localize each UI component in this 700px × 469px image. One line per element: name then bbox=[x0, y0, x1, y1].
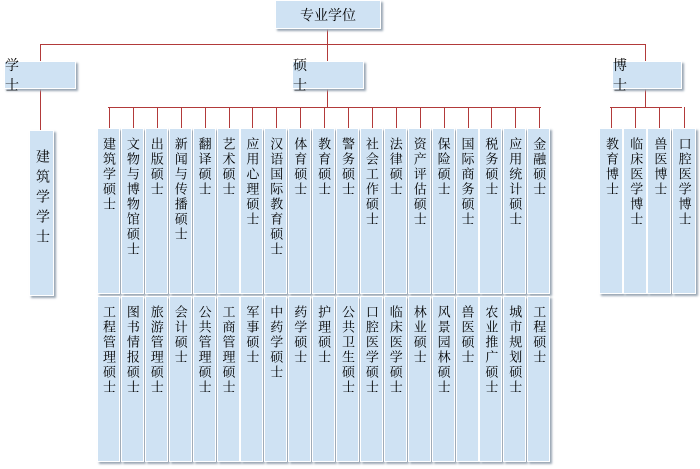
master-degree-box bbox=[360, 296, 383, 462]
master-degree-label: 法律硕士 bbox=[386, 137, 402, 197]
master-degree-connector bbox=[348, 107, 349, 128]
bachelor-node bbox=[4, 58, 76, 94]
bachelor-degree-label: 建筑学学士 bbox=[34, 149, 50, 249]
master-degree-connector bbox=[372, 107, 373, 128]
master-degree-box bbox=[240, 296, 263, 462]
master-degree-label: 工程硕士 bbox=[530, 305, 546, 365]
doctor-degree-label: 口腔医学博士 bbox=[675, 137, 691, 227]
master-degree-box bbox=[384, 128, 407, 294]
master-degree-label: 体育硕士 bbox=[291, 137, 307, 197]
master-degree-connector bbox=[109, 107, 110, 128]
doctor-degree-box bbox=[647, 128, 671, 294]
connector-root-down bbox=[327, 28, 328, 45]
master-degree-box bbox=[288, 296, 311, 462]
master-degree-box bbox=[121, 128, 144, 294]
master-degree-box bbox=[169, 128, 192, 294]
master-label: 硕 士 bbox=[293, 58, 321, 94]
master-degree-connector bbox=[181, 107, 182, 128]
master-degree-connector bbox=[229, 107, 230, 128]
master-degree-box bbox=[503, 296, 526, 462]
master-degree-box bbox=[145, 296, 168, 462]
master-degree-label: 口腔医学硕士 bbox=[362, 305, 378, 395]
master-degree-label: 金融硕士 bbox=[530, 137, 546, 197]
master-degree-box bbox=[479, 296, 502, 462]
master-degree-box bbox=[479, 128, 502, 294]
doctor-degree-connector bbox=[611, 107, 612, 128]
master-degree-label: 资产评估硕士 bbox=[410, 137, 426, 227]
doctor-degree-label: 临床医学博士 bbox=[627, 137, 643, 227]
master-degree-label: 会计硕士 bbox=[171, 305, 187, 365]
master-node bbox=[292, 58, 364, 94]
master-degree-box bbox=[384, 296, 407, 462]
bachelor-label: 学 士 bbox=[5, 58, 33, 94]
master-degree-box bbox=[145, 128, 168, 294]
master-degree-label: 风景园林硕士 bbox=[434, 305, 450, 395]
connector-top-bar bbox=[40, 44, 645, 45]
master-degree-box bbox=[456, 296, 479, 462]
master-degree-label: 工商管理硕士 bbox=[219, 305, 235, 395]
master-degree-connector bbox=[276, 107, 277, 128]
master-degree-box bbox=[408, 128, 431, 294]
master-degree-label: 图书情报硕士 bbox=[123, 305, 139, 395]
master-degree-label: 药学硕士 bbox=[291, 305, 307, 365]
master-degree-box bbox=[432, 128, 455, 294]
master-degree-box bbox=[503, 128, 526, 294]
master-degree-box bbox=[432, 296, 455, 462]
master-degree-label: 警务硕士 bbox=[339, 137, 354, 197]
master-degree-label: 旅游管理硕士 bbox=[147, 305, 163, 395]
doctor-degree-connector bbox=[659, 107, 660, 128]
master-degree-label: 建筑学硕士 bbox=[100, 137, 115, 212]
master-degree-label: 教育硕士 bbox=[315, 137, 331, 197]
master-degree-box bbox=[97, 128, 120, 294]
bachelor-degree-item bbox=[29, 130, 54, 296]
master-degree-label: 护理硕士 bbox=[315, 305, 331, 365]
master-degree-box bbox=[456, 128, 479, 294]
master-degree-box bbox=[217, 296, 240, 462]
master-degree-box bbox=[527, 128, 550, 294]
master-degree-label: 国际商务硕士 bbox=[458, 137, 474, 227]
master-degree-label: 应用心理硕士 bbox=[243, 137, 259, 227]
master-degree-box bbox=[217, 128, 240, 294]
connector-bachelor-down bbox=[40, 89, 41, 130]
master-degree-label: 军事硕士 bbox=[243, 305, 259, 365]
master-degree-label: 税务硕士 bbox=[482, 137, 498, 197]
master-degree-label: 林业硕士 bbox=[410, 305, 426, 365]
master-degree-label: 公共管理硕士 bbox=[195, 305, 211, 395]
master-degree-label: 农业推广硕士 bbox=[482, 305, 498, 395]
master-degree-box bbox=[264, 296, 287, 462]
master-degree-label: 城市规划硕士 bbox=[506, 305, 522, 395]
master-degree-connector bbox=[205, 107, 206, 128]
doctor-node bbox=[612, 58, 682, 94]
doctor-degree-box bbox=[623, 128, 647, 294]
master-degree-label: 应用统计硕士 bbox=[506, 137, 522, 227]
master-degree-box bbox=[312, 128, 335, 294]
master-degree-connector bbox=[444, 107, 445, 128]
master-degree-box bbox=[193, 296, 216, 462]
master-degree-label: 汉语国际教育硕士 bbox=[267, 137, 283, 257]
master-degree-connector bbox=[468, 107, 469, 128]
master-degree-box bbox=[97, 296, 120, 462]
master-degree-box bbox=[336, 296, 359, 462]
master-degree-connector bbox=[420, 107, 421, 128]
master-degree-label: 兽医硕士 bbox=[458, 305, 474, 365]
master-degree-label: 工程管理硕士 bbox=[100, 305, 115, 395]
root-node-professional-degree bbox=[275, 0, 381, 29]
master-degree-connector bbox=[133, 107, 134, 128]
master-degree-box bbox=[193, 128, 216, 294]
master-degree-label: 艺术硕士 bbox=[219, 137, 235, 197]
master-degree-box bbox=[121, 296, 144, 462]
master-degree-box bbox=[288, 128, 311, 294]
master-degree-label: 社会工作硕士 bbox=[362, 137, 378, 227]
master-degree-label: 翻译硕士 bbox=[195, 137, 211, 197]
master-degree-connector bbox=[300, 107, 301, 128]
doctor-degree-connector bbox=[635, 107, 636, 128]
master-degree-label: 出版硕士 bbox=[147, 137, 163, 197]
master-degree-label: 保险硕士 bbox=[434, 137, 450, 197]
master-degree-box bbox=[408, 296, 431, 462]
master-degree-connector bbox=[324, 107, 325, 128]
master-degree-connector bbox=[396, 107, 397, 128]
master-degree-box bbox=[312, 296, 335, 462]
master-degree-label: 文物与博物馆硕士 bbox=[123, 137, 139, 257]
master-degree-box bbox=[360, 128, 383, 294]
doctor-degree-box bbox=[672, 128, 696, 294]
master-degree-label: 中药学硕士 bbox=[267, 305, 283, 380]
doctor-label: 博 士 bbox=[613, 58, 641, 94]
doctor-degree-connector bbox=[684, 107, 685, 128]
master-degree-label: 临床医学硕士 bbox=[386, 305, 402, 395]
master-degree-label: 公共卫生硕士 bbox=[339, 305, 354, 395]
master-degree-label: 新闻与传播硕士 bbox=[171, 137, 187, 242]
master-degree-box bbox=[169, 296, 192, 462]
connector-doctor-bar bbox=[610, 107, 682, 108]
master-degree-connector bbox=[539, 107, 540, 128]
master-degree-connector bbox=[515, 107, 516, 128]
master-degree-connector bbox=[252, 107, 253, 128]
doctor-degree-box bbox=[599, 128, 623, 294]
doctor-degree-label: 教育博士 bbox=[603, 137, 618, 197]
master-degree-box bbox=[264, 128, 287, 294]
master-degree-box bbox=[527, 296, 550, 462]
master-degree-connector bbox=[491, 107, 492, 128]
doctor-degree-label: 兽医博士 bbox=[651, 137, 667, 197]
master-degree-connector bbox=[157, 107, 158, 128]
root-label: 专业学位 bbox=[300, 7, 356, 24]
master-degree-box bbox=[336, 128, 359, 294]
master-degree-box bbox=[240, 128, 263, 294]
